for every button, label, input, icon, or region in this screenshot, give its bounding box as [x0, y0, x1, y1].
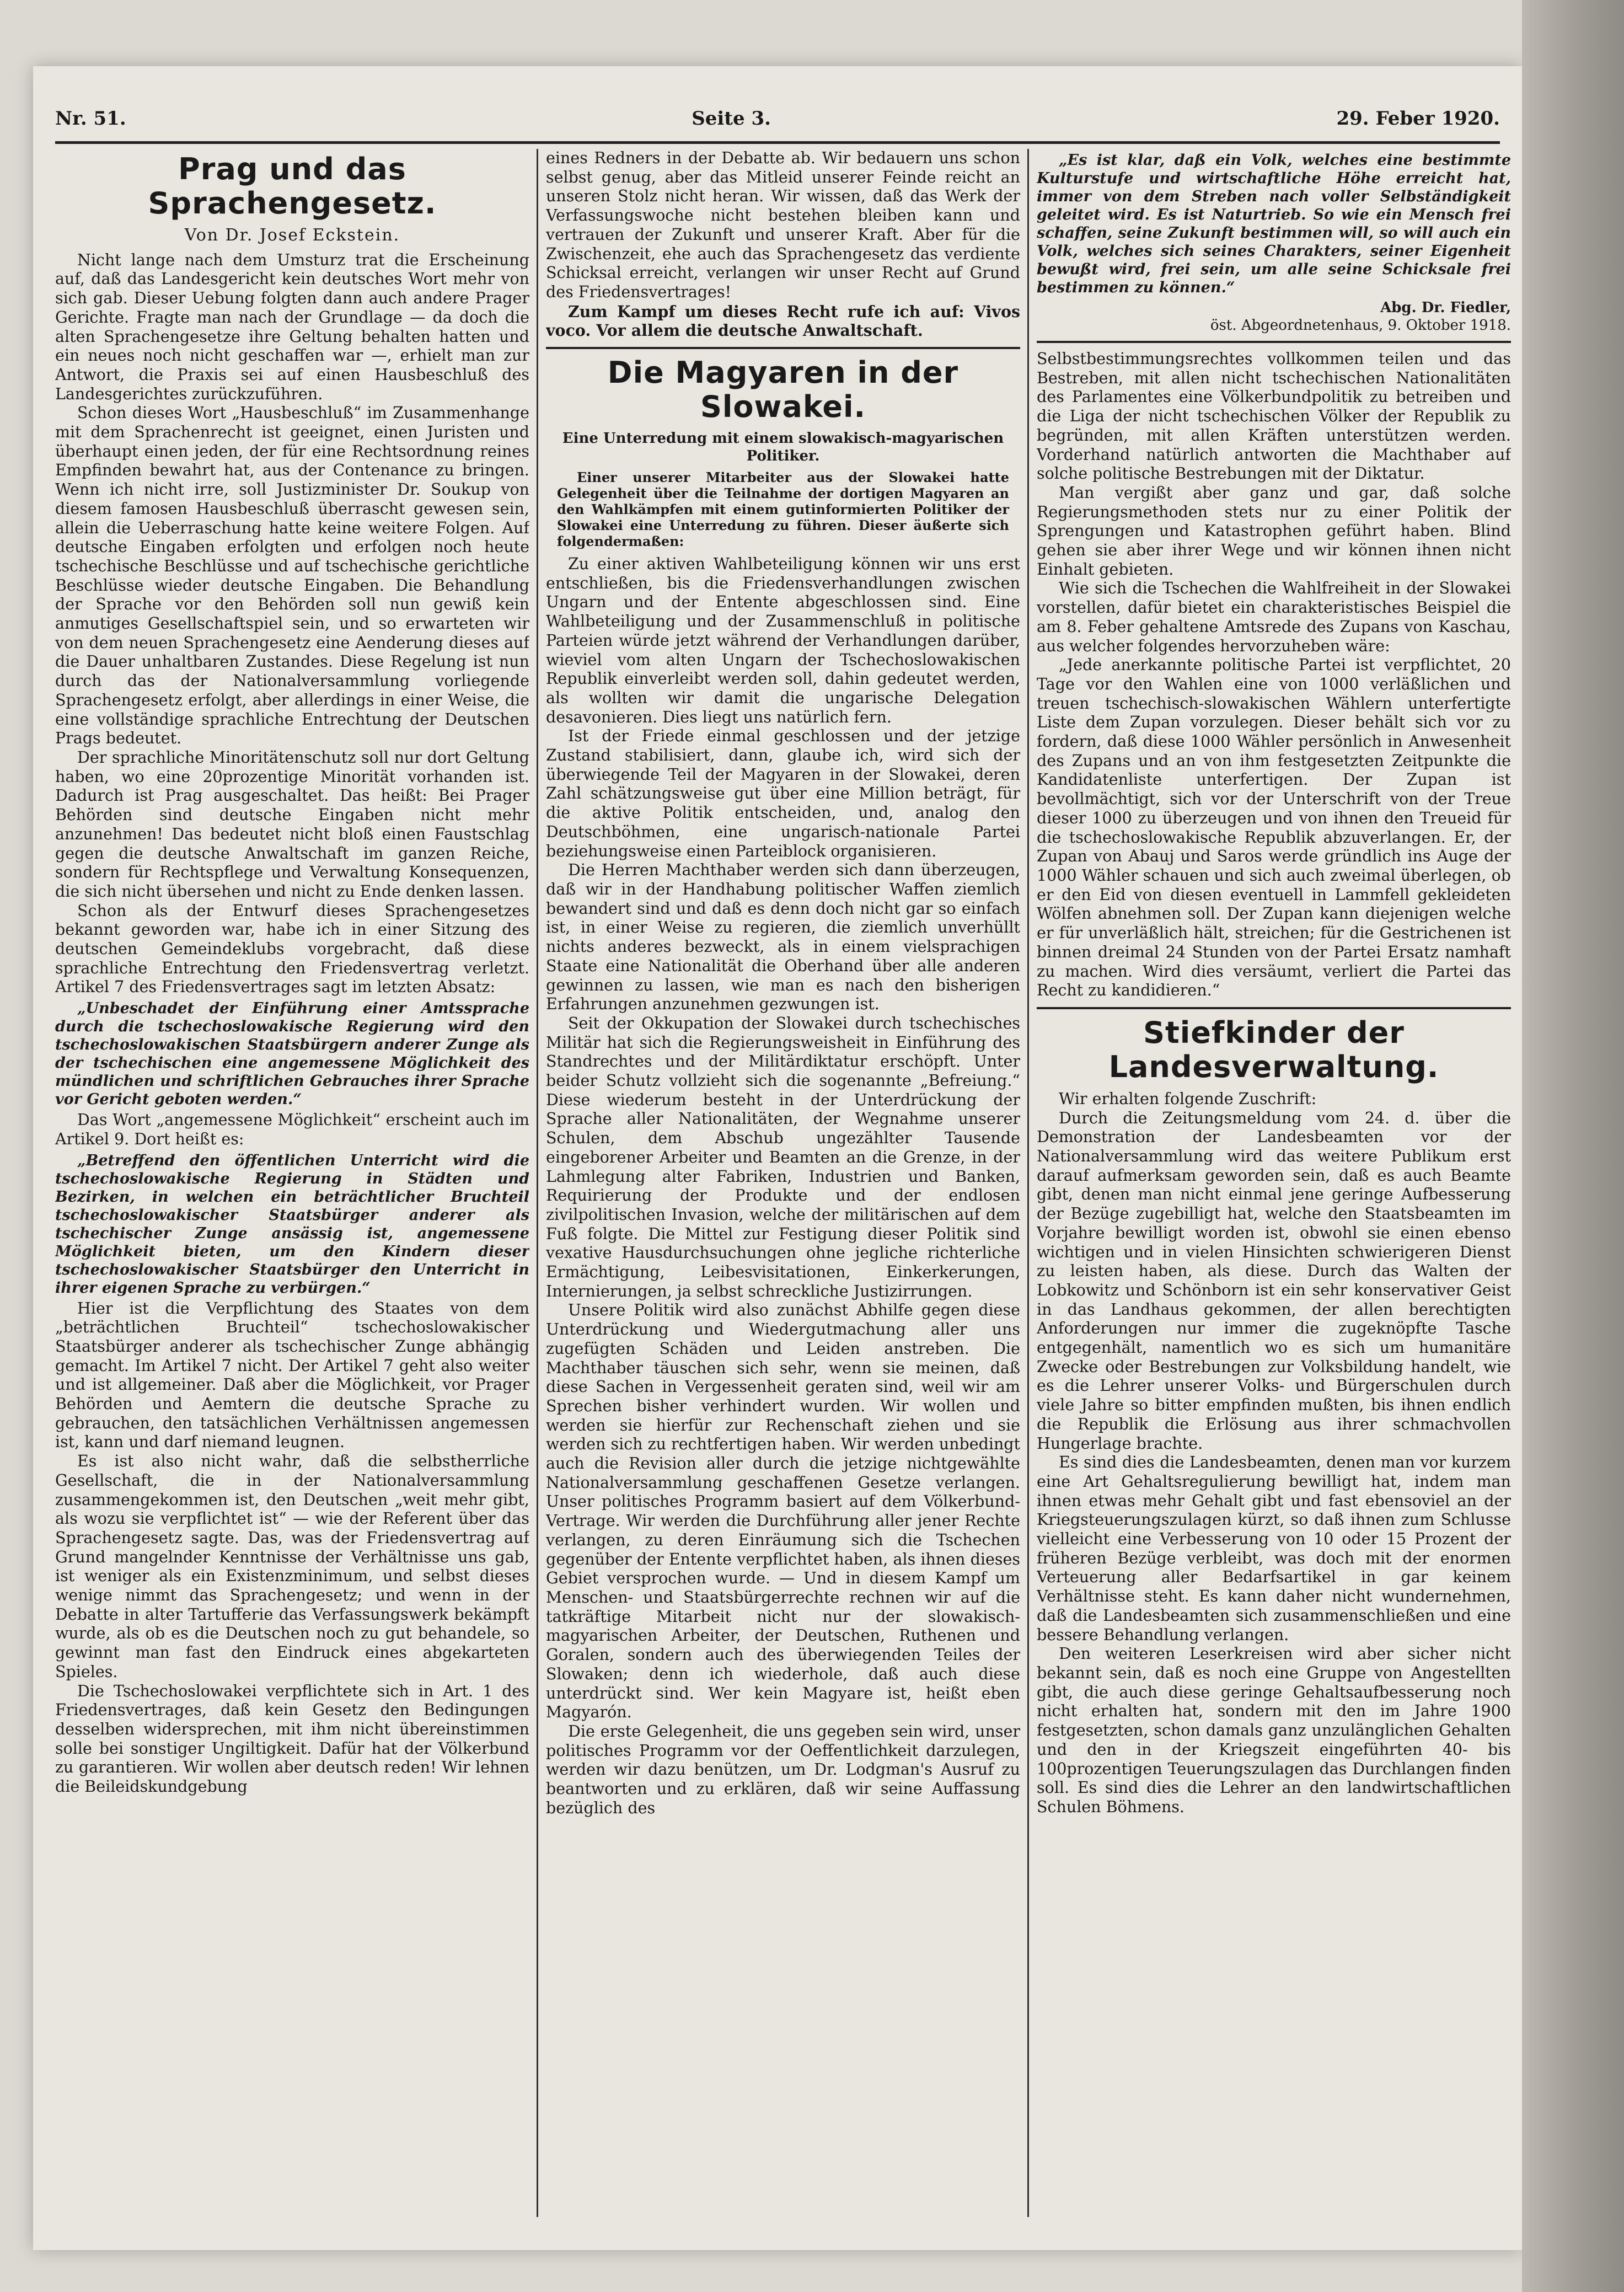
column-divider [537, 149, 538, 2217]
newspaper-page [33, 66, 1522, 2250]
paragraph: Seit der Okkupation der Slowakei durch tschechisches Militär hat sich die Regierungsweisheit in Einführung des Standrechtes und der Militärdiktatur erschöpft. Unter beider Schutz vollzieht sich die sogenannte „Befreiung.“ Diese wiederum besteht in der Unterdrückung der Sprache aller Nationalitäten, der Wegnahme unserer Schulen, dem Abschub ungezählter Tausende eingeborener Arbeiter und Beamten an die Grenze, in der Lahmlegung alter Fabriken, Industrien und Banken, Requirierung der Produkte und der endlosen zivilpolitischen Invasion, welche der militärischen auf dem Fuß folgte. Die Mittel zur Festigung dieser Politik sind vexative Hausdurchsuchungen ohne jegliche richterliche Ermächtigung, Leibesvisitationen, Einkerkerungen, Internierungen, ja selbst schreckliche Justizirrungen. [546, 1014, 1020, 1300]
article-separator [1037, 1007, 1511, 1009]
article-title-sprachengesetz: Prag und das Sprachengesetz. [148, 152, 437, 221]
paragraph: Die Tschechoslowakei verpflichtete sich in Art. 1 des Friedensvertrages, daß kein Gesetz den Bedingungen desselben widersprechen, mit ihm nicht übereinstimmen solle bei sonstiger Ungiltigkeit. Dafür hat der Völkerbund zu garantieren. Wir wollen aber deutsch reden! Wir lehnen die Beileidskundgebung [55, 1681, 529, 1796]
paragraph: Das Wort „angemessene Möglichkeit“ erscheint auch im Artikel 9. Dort heißt es: [55, 1111, 529, 1148]
quote-article-9: „Betreffend den öffentlichen Unterricht wird die tschechoslowakische Regierung in Städten und Bezirken, in welchen ein beträchtlicher Bruchteil tschechoslowakischer Staatsbürger anderer als tschechischer Zunge ansässig ist, angemessene Möglichkeit bieten, um den Kindern dieser tschechoslowakischer Staatsbürger den Unterricht in ihrer eigenen Sprache zu verbürgen.“ [55, 1152, 529, 1297]
paragraph: Der sprachliche Minoritätenschutz soll nur dort Geltung haben, wo eine 20prozentige Minorität vorhanden ist. Dadurch ist Prag ausgeschaltet. Das heißt: Bei Prager Behörden sind deutsche Eingaben nicht mehr anzunehmen! Das bedeutet nicht bloß einen Faustschlag gegen die deutsche Anwaltschaft im ganzen Reiche, sondern für Rechtspflege und Verwaltung Konsequenzen, die sich nicht übersehen und nicht zu Ende denken lassen. [55, 748, 529, 901]
column-right [1037, 149, 1511, 2217]
issue-number: Nr. 51. [55, 108, 126, 130]
paragraph: Den weiteren Leserkreisen wird aber sicher nicht bekannt sein, daß es noch eine Gruppe von Angestellten gibt, die auch diese geringe Gehaltsaufbesserung noch nicht erhalten hat, sondern mit den im Jahre 1900 festgesetzten, schon damals ganz unzulänglichen Gehalten und den in der Kriegszeit eingeführten 40- bis 100prozentigen Teuerungszulagen das Durchlangen finden soll. Es sind dies die Lehrer an den landwirtschaftlichen Schulen Böhmens. [1037, 1645, 1511, 1816]
paragraph: Wie sich die Tschechen die Wahlfreiheit in der Slowakei vorstellen, dafür bietet ein charakteristisches Beispiel die am 8. Feber gehaltene Amtsrede des Zupans von Kaschau, aus welcher folgendes hervorzuheben wäre: [1037, 579, 1511, 655]
article-separator [546, 347, 1020, 349]
paragraph: Die erste Gelegenheit, die uns gegeben sein wird, unser politisches Programm vor der Oeffentlichkeit darzulegen, werden wir dazu benützen, um Dr. Lodgman's Ausruf zu beantworten und zu erklären, daß wir seine Auffassung bezüglich des [546, 1722, 1020, 1817]
quote-article-7: „Unbeschadet der Einführung einer Amtssprache durch die tschechoslowakische Regierung wird den tschechoslowakischen Staatsbürgern anderer Zunge als der tschechischen eine angemessene Möglichkeit des mündlichen und schriftlichen Gebrauches ihrer Sprache vor Gericht geboten werden.“ [55, 1000, 529, 1108]
paragraph: Selbstbestimmungsrechtes vollkommen teilen und das Bestreben, mit allen nicht tschechischen Nationalitäten des Parlamentes eine Völkerbundpolitik zu betreiben und die Liga der nicht tschechischen Völker der Republik zu begründen, mit allen Kräften unterstützen werden. Vorderhand natürlich antworten die Machthaber auf solche politische Bestrebungen mit der Diktatur. [1037, 350, 1511, 483]
paragraph: Hier ist die Verpflichtung des Staates von dem „beträchtlichen Bruchteil“ tschechoslowakischer Staatsbürger anderer als tschechischer Zunge abhängig gemacht. Im Artikel 7 nicht. Der Artikel 7 geht also weiter und ist allgemeiner. Daß aber die Möglichkeit, vor Prager Behörden und Aemtern die deutsche Sprache zu gebrauchen, den tatsächlichen Verhältnissen angemessen ist, kann und darf niemand leugnen. [55, 1299, 529, 1452]
article-title-stiefkinder: Stiefkinder der Landesverwaltung. [1108, 1015, 1439, 1084]
issue-date: 29. Feber 1920. [1336, 108, 1500, 130]
column-middle [546, 149, 1020, 2217]
column-left [55, 149, 529, 2217]
page-number: Seite 3. [692, 108, 771, 130]
paragraph: Schon als der Entwurf dieses Sprachengesetzes bekannt geworden war, habe ich in einer Sitzung des deutschen Gemeindeklubs vorgebracht, daß diese sprachliche Entrechtung den Friedensvertrag verletzt. Artikel 7 des Friedensvertrages sagt im letzten Absatz: [55, 901, 529, 997]
paragraph: „Jede anerkannte politische Partei ist verpflichtet, 20 Tage vor den Wahlen eine von 1000 verläßlichen und treuen tschechisch-slowakischen Wählern unterfertigte Liste dem Zupan vorzulegen. Dieser behält sich vor zu fordern, daß diese 1000 Wähler persönlich in Anwesenheit des Zupans und an von ihm festgesetzten Zeitpunkte die Kandidatenliste unterfertigen. Der Zupan ist bevollmächtigt, sich vor der Unterschrift von der Treue dieser 1000 zu überzeugen und von ihnen den Treueid für die tschechoslowakische Republik abzuverlangen. Er, der Zupan von Abauj und Saros werde gründlich ins Auge der 1000 Wähler schauen und sich auch zweimal überlegen, ob er den Eid von diesen eventuell in Lammfell gekleideten Wölfen abnehmen soll. Der Zupan kann diejenigen welche er für unverläßlich hält, streichen; für die Gestrichenen ist binnen dreimal 24 Stunden von der Partei Ersatz namhaft zu machen. Wird dies versäumt, verliert die Partei das Recht zu kandidieren.“ [1037, 656, 1511, 1000]
article-subtitle: Eine Unterredung mit einem slowakisch-magyarischen Politiker. [562, 430, 1004, 465]
paragraph: Ist der Friede einmal geschlossen und der jetzige Zustand stabilisiert, dann, glaube ich, wird sich der überwiegende Teil der Magyaren in der Slowakei, deren Zahl schätzungsweise gut über eine Million beträgt, für die aktive Politik entscheiden, und, analog den Deutschböhmen, eine ungarisch-nationale Partei beziehungsweise einen Parteiblock organisieren. [546, 727, 1020, 860]
epigraph-source: öst. Abgeordnetenhaus, 9. Oktober 1918. [1210, 317, 1511, 334]
scan-edge [1522, 0, 1624, 2292]
column-divider [1027, 149, 1029, 2217]
paragraph: Es sind dies die Landesbeamten, denen man vor kurzem eine Art Gehaltsregulierung bewilligt hat, indem man ihnen etwas mehr Gehalt gibt und fast ebensoviel an der Kriegsteuerungszulagen kürzt, so daß ihnen zum Schlusse vielleicht eine Verbesserung von 10 oder 15 Prozent der früheren Bezüge verbleibt, was doch mit der enormen Verteuerung aller Bedarfsartikel in gar keinem Verhältnisse steht. Es kann daher nicht wundernehmen, daß die Landesbeamten sich zusammenschließen und eine bessere Behandlung verlangen. [1037, 1453, 1511, 1644]
paragraph: Es ist also nicht wahr, daß die selbstherrliche Gesellschaft, die in der Nationalversammlung zusammengekommen ist, den Deutschen „weit mehr gibt, als wozu sie verpflichtet ist“ — wie der Referent über das Sprachengesetz sagte. Das, was der Friedensvertrag auf Grund mangelnder Kenntnisse der Verhältnisse uns gab, ist weniger als ein Existenzminimum, und selbst dieses wenige nimmt das Sprachengesetz; und wenn in der Debatte in alter Tartufferie das Verfassungswerk bekämpft wurde, als ob es die Deutschen noch zu gut behandele, so gewinnt man fast den Eindruck eines abgekarteten Spieles. [55, 1452, 529, 1681]
paragraph: Man vergißt aber ganz und gar, daß solche Regierungsmethoden stets nur zu einer Politik der Sprengungen und Katastrophen geführt haben. Blind gehen sie aber ihrer Wege und wir können ihnen nicht Einhalt gebieten. [1037, 483, 1511, 579]
article-byline: Von Dr. Josef Eckstein. [184, 226, 400, 245]
page-header [55, 99, 1500, 144]
editor-note: Einer unserer Mitarbeiter aus der Slowakei hatte Gelegenheit über die Teilnahme der dortigen Magyaren an den Wahlkämpfen mit einem gutinformierten Politiker der Slowakei eine Unterredung zu führen. Dieser äußerte sich folgendermaßen: [557, 469, 1009, 550]
epigraph-quote: „Es ist klar, daß ein Volk, welches eine bestimmte Kulturstufe und wirtschaftliche Höhe erreicht hat, immer von dem Streben nach voller Selbständigkeit geleitet wird. Es ist Naturtrieb. So wie ein Mensch frei schaffen, seine Zukunft bestimmen will, so will auch ein Volk, welches sich seines Charakters, seiner Eigenheit bewußt wird, frei sein, um alle seine Schicksale frei bestimmen zu können.“ [1037, 152, 1511, 296]
paragraph: Durch die Zeitungsmeldung vom 24. d. über die Demonstration der Landesbeamten vor der Nationalversammlung wird das weitere Publikum erst darauf aufmerksam geworden sein, daß es auch Beamte gibt, denen man nicht einmal jene geringe Aufbesserung der Bezüge zugebilligt hat, welche den Staatsbeamten im Vorjahre bewilligt worden ist, obwohl sie einen ebenso wichtigen und in vielen Hinsichten schwierigeren Dienst zu leisten haben, als diese. Durch das Walten der Lobkowitz und Schönborn ist ein sehr konservativer Geist in das Landhaus gekommen, der allen berechtigten Anforderungen nur immer die zugeknöpfte Tasche entgegenhält, namentlich wo es sich um humanitäre Zwecke oder Bestrebungen zur Volksbildung handelt, wie es die Lehrer unserer Volks- und Bürgerschulen durch viele Jahre so bitter empfinden mußten, bis ihnen endlich die Republik die Erlösung aus ihrer schmachvollen Hungerlage brachte. [1037, 1108, 1511, 1453]
epigraph-author: Abg. Dr. Fiedler, [1380, 299, 1511, 316]
article-title-magyaren: Die Magyaren in der Slowakei. [607, 355, 959, 425]
paragraph: Die Herren Machthaber werden sich dann überzeugen, daß wir in der Handhabung politischer Waffen ziemlich bewandert sind und daß es denn doch nicht gar so einfach ist, in einer Weise zu regieren, die ziemlich unverhüllt nichts anderes bezweckt, als in einem vielsprachigen Staate eine Nationalität die Oberhand über alle anderen gewinnen zu lassen, wie man es nach den bisherigen Erfahrungen anzunehmen gezwungen ist. [546, 861, 1020, 1014]
closing-call: Zum Kampf um dieses Recht rufe ich auf: Vivos voco. Vor allem die deutsche Anwaltschaft. [546, 302, 1020, 340]
article-separator [1037, 341, 1511, 343]
paragraph: Unsere Politik wird also zunächst Abhilfe gegen diese Unterdrückung und Wiedergutmachung aller uns zugefügten Schäden und Leiden anstreben. Die Machthaber täuschen sich sehr, wenn sie meinen, daß diese Sachen in Vergessenheit geraten sind, weil wir am Sprechen bisher verhindert wurden. Wir wollen und werden sie hierfür zur Rechenschaft ziehen und sie werden sich zu rechtfertigen haben. Wir werden unbedingt auch die Revision aller durch die jetzige nichtgewählte Nationalversammlung geschaffenen Gesetze verlangen. Unser politisches Programm basiert auf dem Völkerbund-Vertrage. Wir werden die Durchführung aller jener Rechte verlangen, zu deren Einräumung sich die Tschechen gegenüber der Entente verpflichtet haben, als ihnen dieses Gebiet versprochen wurde. — Und in diesem Kampf um Menschen- und Staatsbürgerrechte rechnen wir auf die tatkräftige Mitarbeit nicht nur der slowakisch-magyarischen Arbeiter, der Deutschen, Ruthenen und Goralen, sondern auch des überwiegenden Teiles der Slowaken; denn ich wiederhole, daß auch diese unterdrückt sind. Wer kein Magyare ist, heißt eben Magyarón. [546, 1301, 1020, 1722]
paragraph: Wir erhalten folgende Zuschrift: [1059, 1089, 1317, 1108]
paragraph: Nicht lange nach dem Umsturz trat die Erscheinung auf, daß das Landesgericht kein deutsches Wort mehr von sich gab. Dieser Uebung folgten dann auch andere Prager Gerichte. Fragte man nach der Grundlage — da doch die alten Sprachengesetze ihre Geltung behalten hatten und ein neues noch nicht geschaffen war —, erhielt man zur Antwort, die Praxis sei auf einen Hausbeschluß des Landesgerichtes zurückzuführen. [55, 250, 529, 403]
paragraph: eines Redners in der Debatte ab. Wir bedauern uns schon selbst genug, aber das Mitleid unserer Feinde reicht an unseren Stolz nicht heran. Wir wissen, daß das Werk der Verfassungswoche nicht bestehen bleiben kann und vertrauen der Zukunft und unserer Kraft. Aber für die Zwischenzeit, ehe auch das Sprachengesetz das verdiente Schicksal erreicht, verlangen wir unser Recht auf Grund des Friedensvertrages! [546, 149, 1020, 301]
paragraph: Zu einer aktiven Wahlbeteiligung können wir uns erst entschließen, bis die Friedensverhandlungen zwischen Ungarn und der Entente abgeschlossen sind. Eine Wahlbeteiligung und der Zusammenschluß in politische Parteien würde jetzt während der Verhandlungen darüber, wieviel vom alten Ungarn der Tschechoslowakischen Republik einverleibt werden soll, dahin gedeutet werden, als wollten wir damit die ungarische Delegation desavonieren. Dies liegt uns natürlich fern. [546, 555, 1020, 726]
paragraph: Schon dieses Wort „Hausbeschluß“ im Zusammenhange mit dem Sprachenrecht ist geeignet, einen Juristen und überhaupt einen jeden, der für eine Rechtsordnung reines Empfinden bewahrt hat, aus der Contenance zu bringen. Wenn ich nicht irre, soll Justizminister Dr. Soukup von diesem famosen Hausbeschluß überrascht gewesen sein, allein die Ueberraschung hatte keine weitere Folgen. Auf deutsche Eingaben erfolgten und erfolgen noch heute tschechische Beschlüsse und auf tschechische gerichtliche Beschlüsse wieder deutsche Eingaben. Die Behandlung der Sprache vor den Behörden soll nun gewiß kein anmutiges Gesellschaftspiel sein, und so erwarteten wir von dem neuen Sprachengesetz eine Aenderung dieses auf die Dauer unhaltbaren Zustandes. Diese Regelung ist nun durch das der Nationalversammlung vorliegende Sprachengesetz erfolgt, aber allerdings in einer Weise, die eine vollständige sprachliche Entrechtung der Deutschen Prags bedeutet. [55, 404, 529, 748]
